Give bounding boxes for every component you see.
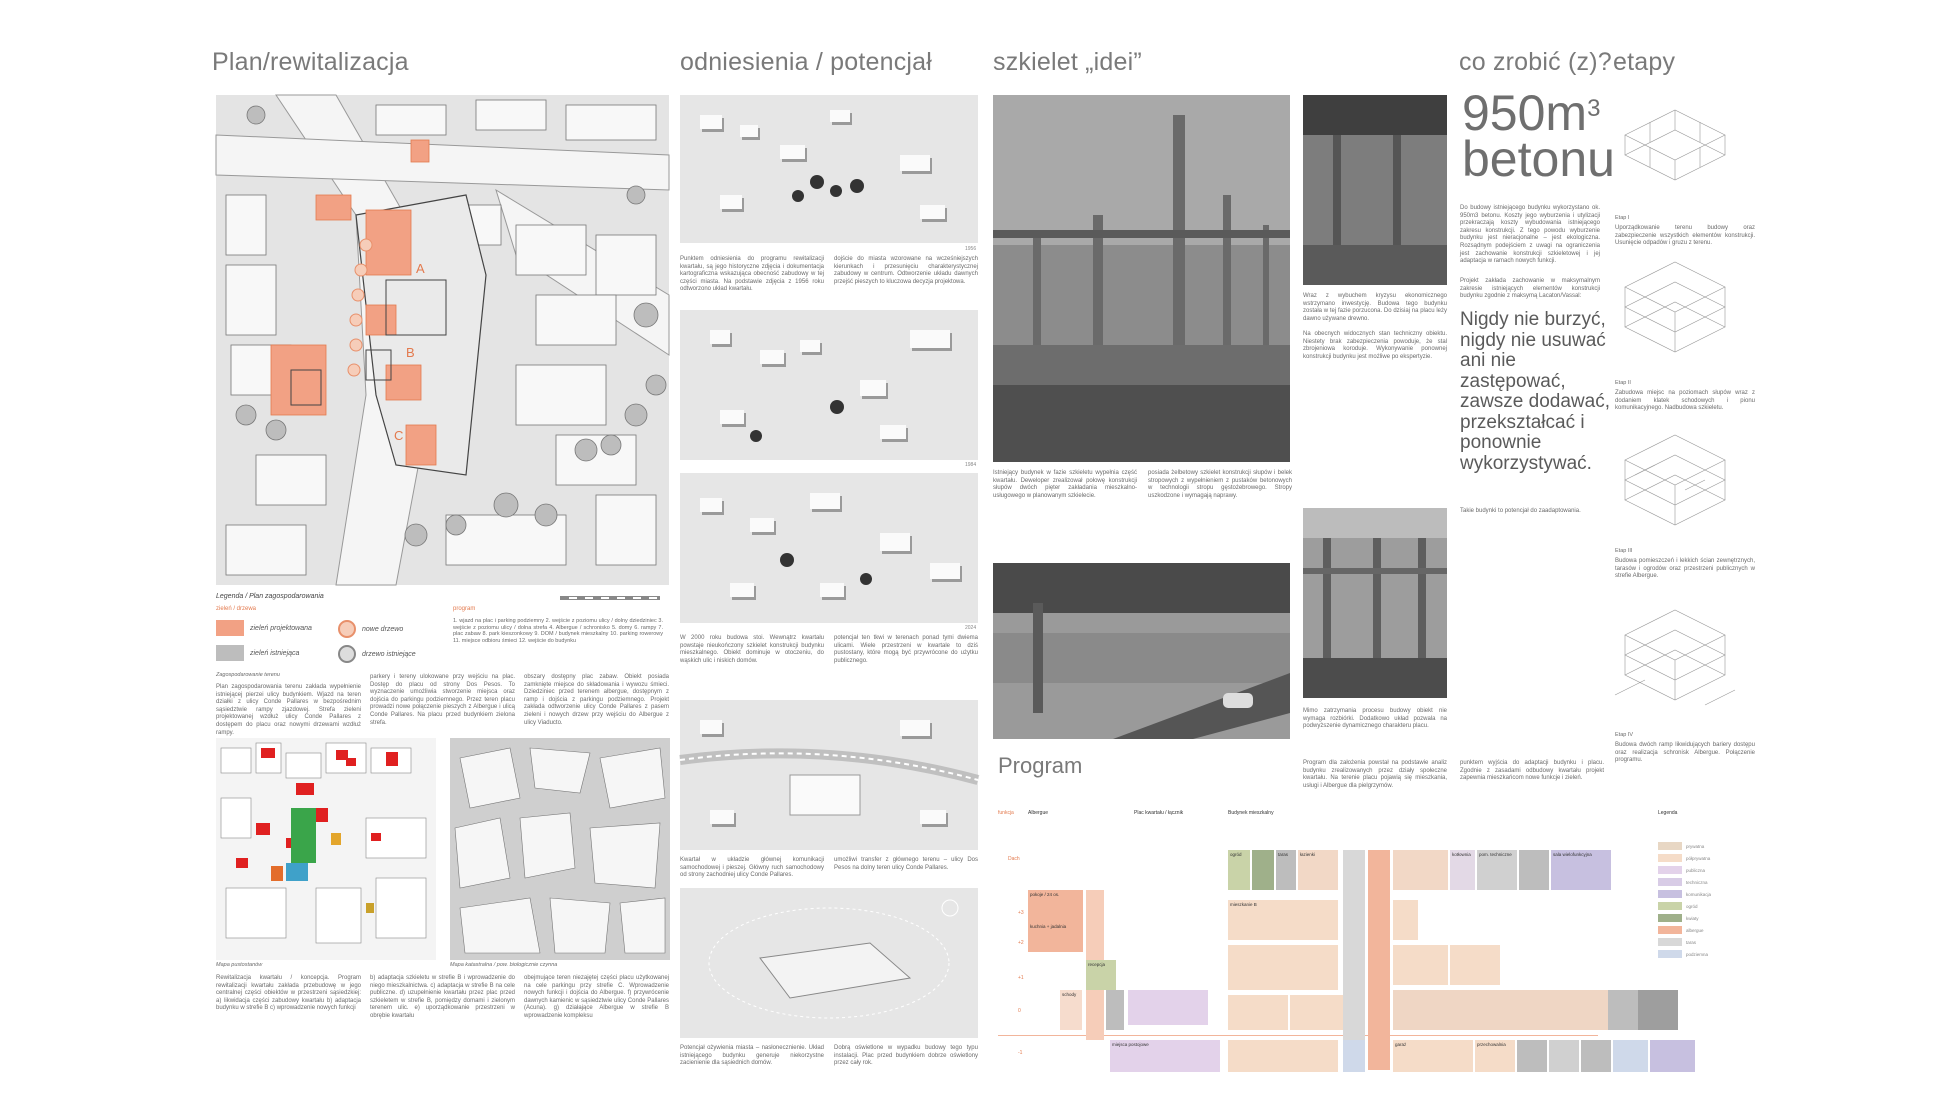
- legend-item-nowe-drzewo: nowe drzewo: [338, 620, 403, 638]
- stage-3-axonometry: [1615, 430, 1735, 550]
- legend-group-program: program: [453, 606, 476, 612]
- chart-legend-label: albergue: [1686, 927, 1704, 933]
- cell-pom-tech: pom. techniczne: [1477, 850, 1517, 890]
- chart-legend-swatch: [1658, 902, 1682, 910]
- chart-legend-swatch: [1658, 938, 1682, 946]
- level-1: +1: [1018, 975, 1024, 981]
- cell-taras-2: [1393, 900, 1418, 940]
- section-zagospodarowanie: Zagospodarowanie terenu: [216, 672, 280, 678]
- heading-etapy: etapy: [1613, 48, 1676, 76]
- chart-legend-swatch: [1658, 842, 1682, 850]
- chart-header-plac: Plac kwartału / łącznik: [1134, 810, 1184, 816]
- stage-4-axonometry: [1615, 605, 1735, 725]
- chart-legend-label: prywatna: [1686, 843, 1705, 849]
- cell-garaz-mieszkancow: [1228, 1040, 1338, 1072]
- level-dach: Dach: [1008, 856, 1020, 862]
- chart-legend-item: [1658, 924, 1748, 936]
- cell-schody-dol: [1343, 1040, 1365, 1072]
- cell-garaz: garaż: [1393, 1040, 1473, 1072]
- chart-legend-swatch: [1658, 914, 1682, 922]
- stage-1-axonometry: [1615, 95, 1735, 215]
- cell-ogrod-2: [1252, 850, 1274, 890]
- cell-parter-tech: [1608, 990, 1638, 1030]
- plan-text-col2: parkery i tereny ulokowane przy wejściu na plac. Dostęp do placu od strony Dos Pesos. To wyznaczenie umożliwia stworzenie miejsca oraz dojścia do parkingu podziemnego. Przez teren placu prowadzi nowe połączenie pieszych z Albergue i ulicą Conde Pallares. Na placu przed budynkiem zielona strefa.: [370, 674, 515, 726]
- cell-szyb-2: [1368, 850, 1390, 1070]
- chart-header-funkcja: funkcja: [998, 810, 1014, 816]
- heading-odniesienia: odniesienia / potencjał: [680, 48, 932, 76]
- stage-3-text: Budowa pomieszczeń i lekkich ścian zewnętrznych, tarasów i ogrodów oraz przestrzeni publicznych w strefie Albergue.: [1615, 558, 1755, 580]
- chart-legend-item: [1658, 864, 1748, 876]
- model-1984: [680, 310, 978, 460]
- cell-ogrod: ogród: [1228, 850, 1250, 890]
- ref-text-4: potencjał ten tkwi w terenach ponad tymi dwiema ulicami. Wiele przestrzeni w kwartale to dziś pustostany, które mogą być przywrócone do użytku publicznego.: [834, 635, 978, 664]
- chart-legend-label: komunikacja: [1686, 891, 1712, 897]
- skeleton-text-5: Mimo zatrzymania procesu budowy obiekt nie wymaga rozbiórki. Dodatkowo układ pozwala na podwyższenie dynamicznego charakteru placu.: [1303, 708, 1447, 730]
- model-2024: [680, 473, 978, 623]
- cell-dol-3: [1581, 1040, 1611, 1072]
- heading-szkielet: szkielet „idei”: [993, 48, 1142, 76]
- plan-bottom-col3: obejmujące teren niezajętej części placu użytkowanej na cele parkingu przy strefie C. Wprowadzenie nowych funkcji i dojścia do Albergue. f) przywrócenie dawnych kamienic w sąsiedztwie ulicy Conde Pallares (Acuna). g) działające Albergue w strefie B wprowadzenie kompleksu: [524, 975, 669, 1019]
- cell-dol-2: [1549, 1040, 1579, 1072]
- level-3: +3: [1018, 910, 1024, 916]
- program-chart: [998, 810, 1758, 1080]
- cell-plac-tech: [1106, 990, 1124, 1030]
- vacancy-map: [216, 738, 436, 960]
- program-text-1: Program dla założenia powstał na podstawie analiz budynku zrealizowanych przez działy społeczne kwartału. Na terenie placu pojawią się mieszkania, usługi i Albergue dla pielgrzymów.: [1303, 760, 1447, 789]
- year-1984: 1984: [965, 462, 977, 468]
- photo-structure: [1303, 508, 1447, 698]
- stage-4-title: Etap IV: [1615, 732, 1634, 738]
- stage-1-text: Uporządkowanie terenu budowy oraz zabezpieczenie wszystkich elementów konstrukcji. Usunięcie odpadów i gruzu z terenu.: [1615, 225, 1755, 247]
- cell-szyb: [1343, 850, 1365, 1070]
- chart-legend: [1658, 840, 1748, 960]
- chart-legend-item: [1658, 900, 1748, 912]
- cell-pom-wielofunkcyjne: [1228, 995, 1288, 1030]
- chart-legend-swatch: [1658, 890, 1682, 898]
- model-1956: [680, 95, 978, 243]
- legend-title: Legenda / Plan zagospodarowania: [216, 593, 324, 600]
- chart-legend-swatch: [1658, 878, 1682, 886]
- skeleton-text-3: Wraz z wybuchem kryzysu ekonomicznego wstrzymano inwestycję. Budowa tego budynku została w tej fazie porzucona. Do dzisiaj na placu leży dawno używane drewno. Na obecnych widocznych stan techniczny obiektu. Niestety brak zabezpieczenia powoduje, że stal zbrojeniowa koroduje. Wykonywanie ponownej konstrukcji budynku jest możliwe po ekspertyzie.: [1303, 293, 1447, 360]
- existing-tree-icon: [338, 645, 356, 663]
- plan-label-a: A: [416, 261, 425, 276]
- chart-legend-label: półprywatna: [1686, 855, 1711, 861]
- chart-legend-item: [1658, 840, 1748, 852]
- cell-plac-zabaw: [1128, 990, 1208, 1025]
- structure-drawing: [1303, 508, 1447, 698]
- chart-legend-label: publiczna: [1686, 867, 1706, 873]
- chart-legend-label: techniczna: [1686, 879, 1708, 885]
- skeleton-text-2: posiada żelbetowy szkielet konstrukcji słupów i belek stropowych z wypełnieniem z pustaków betonowych w technologii stropu gęstożebrowego. Stropy uszkodzone i wymagają naprawy.: [1148, 470, 1292, 499]
- chart-legend-item: [1658, 936, 1748, 948]
- legend-program-list: 1. wjazd na plac i parking podziemny 2. wejście z poziomu ulicy / dolny dziedziniec 3. wejście z poziomu ulicy / dolna strefa 4. Albergue / schronisko 5. domy 6. rampy 7. plac zabaw 8. park kieszonkowy 9. DOM / budynek mieszkalny 10. parking rowerowy 11. miejsce odbioru śmieci 12. wejście do budynku: [453, 618, 663, 644]
- photo-skeleton-main: [993, 95, 1290, 462]
- chart-header-budynek: Budynek mieszkalny: [1228, 810, 1274, 816]
- cell-pom-2: [1393, 850, 1448, 890]
- chart-legend-title: Legenda: [1658, 810, 1678, 816]
- plan-label-b: B: [406, 345, 415, 360]
- skeleton-text-1: Istniejący budynek w fazie szkieletu wypełnia część kwartału. Deweloper zrealizował połowę konstrukcji słupów dwóch pięter zakładania mieszkalno-usługowego w planowanym szkielecie.: [993, 470, 1137, 499]
- lacaton-quote: Nigdy nie burzyć, nigdy nie usuwać ani nie zastępować, zawsze dodawać, przekształcać i ponownie wykorzystywać.: [1460, 309, 1610, 474]
- swatch-orange: [216, 620, 244, 636]
- vacancy-map-drawing: [216, 738, 436, 960]
- stage-2-title: Etap II: [1615, 380, 1631, 386]
- year-2024: 2024: [965, 625, 977, 631]
- road-drawing: [993, 563, 1290, 739]
- chart-legend-item: [1658, 912, 1748, 924]
- heading-co-zrobic: co zrobić (z)?: [1459, 48, 1612, 76]
- cell-pom-tech-2: [1519, 850, 1549, 890]
- plan-label-c: C: [394, 428, 404, 443]
- new-tree-icon: [338, 620, 356, 638]
- concrete-amount: $950m^3$ betonu: [1462, 85, 1615, 187]
- cell-sala: sala wielofunkcyjna: [1551, 850, 1611, 890]
- legend-group-green: zieleń / drzewa: [216, 606, 257, 612]
- cell-miejsca-postojowe: miejsca postojowe: [1110, 1040, 1220, 1072]
- chart-legend-label: podziemna: [1686, 951, 1709, 957]
- ref-text-6: umożliwi transfer z głównego terenu – ulicy Dos Pesos na dolny teren ulicy Conde Pallares.: [834, 857, 978, 871]
- skeleton-drawing: [993, 95, 1290, 462]
- cadastral-map-drawing: [450, 738, 670, 960]
- traffic-lines: [680, 700, 978, 850]
- ref-text-3: W 2000 roku budowa stoi. Wewnątrz kwartału powstaje nieukończony szkielet konstrukcji budynku mieszkalnego. Obiekt dominuje w otoczeniu, do wąskich ulic i niskich domów.: [680, 635, 824, 664]
- chart-legend-item: [1658, 948, 1748, 960]
- cell-parter-tech-2: [1638, 990, 1678, 1030]
- chart-legend-swatch: [1658, 854, 1682, 862]
- ref-text-8: Dobrą oświetlone w wypadku budowy tego typu instalacji. Plac przed budynkiem dobrze oświetlony przez cały rok.: [834, 1045, 978, 1067]
- level-0: 0: [1018, 1008, 1021, 1014]
- cell-lazienki: łazienki: [1298, 850, 1338, 890]
- stage-1-title: Etap I: [1615, 215, 1630, 221]
- program-text-2: punktem wyjścia do adaptacji budynku i placu. Zgodnie z zasadami odbudowy kwartału projekt zapewnia mieszkańcom nowe funkcje i zieleń.: [1460, 760, 1604, 782]
- stage-4-text: Budowa dwóch ramp likwidujących bariery dostępu oraz realizacja schronisk Albergue. Połączenie programu.: [1615, 742, 1755, 764]
- quote-caption: Takie budynki to potencjał do zaadaptowania.: [1460, 508, 1581, 514]
- scale-bar: [560, 596, 660, 600]
- ref-text-7: Potencjał ożywienia miasta – nasłonecznienie. Układ istniejącego budynku generuje niekorzystne zacienienie dla sąsiednich domów.: [680, 1045, 824, 1067]
- ref-text-2: dojście do miasta wzorowane na wcześniejszych kierunkach i przesunięciu charakterystycznej zabudowy w centrum. Odtworzenie układu dawnych przejść pieszych to kluczowa decyzja projektowa.: [834, 256, 978, 285]
- cell-mieszkanie-b: mieszkanie B: [1228, 900, 1338, 940]
- cell-dol-4: [1613, 1040, 1648, 1072]
- photo-interior: [1303, 95, 1447, 285]
- chart-legend-label: ogród: [1686, 903, 1698, 909]
- stage-3-title: Etap III: [1615, 548, 1633, 554]
- plan-text-col1: Plan zagospodarowania terenu zakłada wypełnienie istniejącej pierzei ulicy budynkiem. Wjazd na teren działki z ulicy Conde Pallares w bezpośrednim sąsiedztwie rampy zjazdowej. Strefa zieleni projektowanej wzdłuż ulicy Conde Pallares z dostępem do placu oraz nowymi drzewami wzdłuż rampy.: [216, 684, 361, 736]
- cell-przechowalnia: przechowalnia: [1475, 1040, 1515, 1072]
- concrete-text-2: Projekt zakłada zachowanie w maksymalnym zakresie istniejących elementów konstrukcji budynku zgodnie z maksymą Lacaton/Vassal:: [1460, 278, 1600, 300]
- map2-caption: Mapa katastralna / pow. biologicznie czynna: [450, 962, 558, 968]
- cell-pokoje: pokoje / 24 os.: [1028, 890, 1083, 950]
- ref-text-1: Punktem odniesienia do programu rewitalizacji kwartału, są jego historyczne zdjęcia i dokumentacja kartograficzna wskazująca obecność zabudowy w tej części miasta. Na podstawie zdjęcia z 1956 roku odtworzono układ kwartału.: [680, 256, 824, 293]
- cell-mieszkanie-4: [1393, 945, 1448, 985]
- interior-drawing: [1303, 95, 1447, 285]
- chart-legend-swatch: [1658, 866, 1682, 874]
- cell-taras: taras: [1276, 850, 1296, 890]
- heading-plan: Plan/rewitalizacja: [212, 48, 409, 76]
- model-sun: [680, 888, 978, 1038]
- cell-mieszkanie-5: [1450, 945, 1500, 985]
- site-plan: [216, 95, 669, 585]
- chart-legend-item: [1658, 852, 1748, 864]
- cell-parter-row: [1393, 990, 1608, 1030]
- site-plan-drawing: [216, 95, 669, 585]
- chart-legend-swatch: [1658, 950, 1682, 958]
- cell-mieszkanie-2: [1228, 945, 1338, 990]
- chart-header-albergue: Albergue: [1028, 810, 1049, 816]
- cell-dol-5: [1650, 1040, 1695, 1072]
- cell-schody: schody: [1060, 990, 1082, 1030]
- chart-legend-swatch: [1658, 926, 1682, 934]
- plan-bottom-col2: b) adaptacja szkieletu w strefie B i wprowadzenie do niego mieszkalnictwa. c) adaptacja w strefie B na cele publiczne. d) uzupełnienie kwartału przez plac przed szkieletem w strefie B, pomiędzy domami i zielonym terenem ulic. e) uporządkowanie przestrzeni w obrębie kwartału: [370, 975, 515, 1019]
- concrete-text: Do budowy istniejącego budynku wykorzystano ok. 950m3 betonu. Koszty jego wyburzenia i utylizacji przekraczają koszty wybudowania istniejącego zakresu konstrukcji. Z tego powodu wyburzenie budynku jest nieracjonalne – jest ekologiczna. Rozsądnym podejściem z uwagi na ograniczenia jest zachowanie konstrukcji szkieletowej i jej adaptacja w ramach nowych funkcji.: [1460, 205, 1600, 265]
- cell-kotlownia: kotłownia: [1450, 850, 1475, 890]
- cell-dol-1: [1517, 1040, 1547, 1072]
- plan-bottom-col1: Rewitalizacja kwartału / koncepcja. Program rewitalizacji kwartału zakłada przebudowę w jego centralnej części obiektów w przestrzeni sąsiedzkiej: a) likwidacja części zabudowy kwartału b) adaptacja budynku w strefie B c) wprowadzenie nowych funkcji: [216, 975, 361, 1012]
- stage-2-axonometry: [1615, 262, 1735, 382]
- ref-text-5: Kwartał w układzie głównej komunikacji samochodowej i pieszej. Główny ruch samochodowy od strony zachodniej ulicy Conde Pallares.: [680, 857, 824, 879]
- chart-legend-item: [1658, 876, 1748, 888]
- sun-path-icon: [680, 888, 978, 1038]
- plan-text-col3: obszary dostępny plac zabaw. Obiekt posiada zamknięte miejsce do składowania i wywozu śmieci. Dziedziniec przed terenem albergue, dostępnym z ramp i dojścia z parkingu podziemnego. Projekt zakłada odtworzenie ulicy Conde Pallares z pasem zieleni i nowych drzew przy wejściu do Albergue z ulicy Viaducto.: [524, 674, 669, 726]
- chart-legend-label: kwiaty: [1686, 915, 1699, 921]
- cell-recepcja: recepcja: [1086, 960, 1116, 990]
- legend-item-drzewo-istniejace: drzewo istniejące: [338, 645, 416, 663]
- level-minus-1: -1: [1018, 1050, 1023, 1056]
- legend-item-zielen-istniejaca: zieleń istniejąca: [216, 645, 299, 661]
- photo-road: [993, 563, 1290, 739]
- model-traffic: [680, 700, 978, 850]
- year-1956: 1956: [965, 246, 977, 252]
- level-2: +2: [1018, 940, 1024, 946]
- legend-item-zielen-projektowana: zieleń projektowana: [216, 620, 312, 636]
- cadastral-map: [450, 738, 670, 960]
- map1-caption: Mapa pustostanów: [216, 962, 263, 968]
- stage-2-text: Zabudowa miejsc na poziomach słupów wraz z dodaniem klatek schodowych i pionu komunikacyjnego. Nadbudowa szkieletu.: [1615, 390, 1755, 412]
- cell-kuchnia: kuchnia + jadalnia: [1028, 922, 1083, 952]
- program-title: Program: [998, 753, 1083, 778]
- chart-legend-item: [1658, 888, 1748, 900]
- chart-legend-label: taras: [1686, 939, 1697, 945]
- swatch-grey: [216, 645, 244, 661]
